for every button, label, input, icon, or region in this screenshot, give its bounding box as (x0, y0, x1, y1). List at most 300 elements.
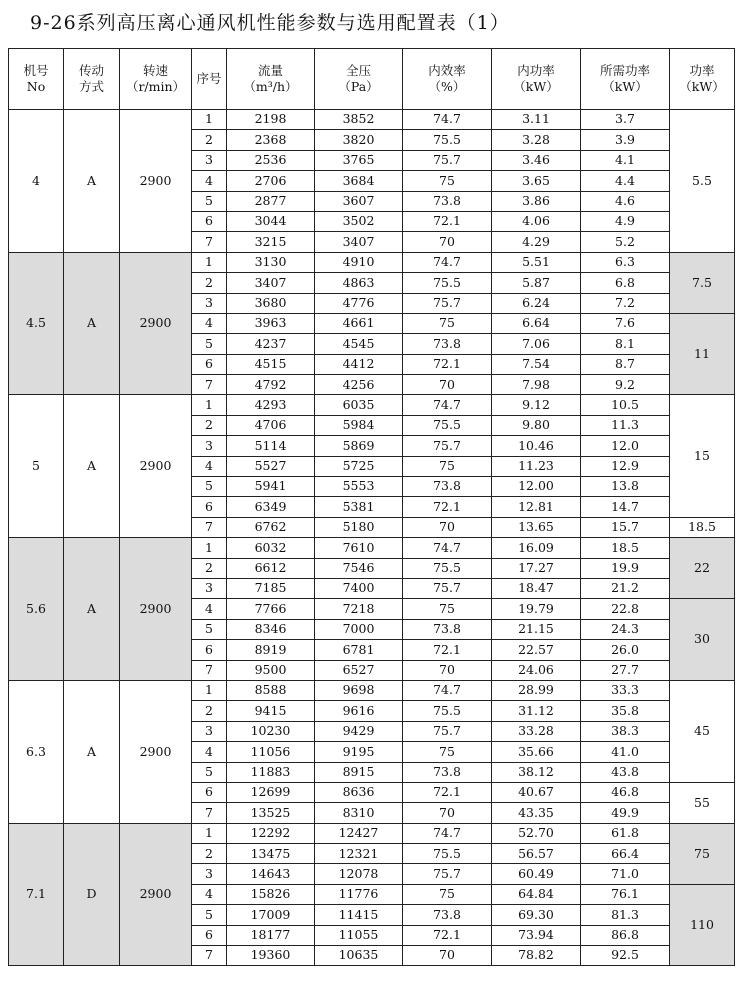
header-efficiency: 内效率 （%） (403, 49, 492, 110)
table-row (9, 110, 735, 130)
cell-flow: 2877 (227, 191, 315, 211)
cell-inner-power: 9.80 (492, 415, 581, 435)
cell-seq: 2 (192, 701, 227, 721)
cell-seq: 6 (192, 782, 227, 802)
cell-flow: 4237 (227, 334, 315, 354)
cell-seq: 7 (192, 660, 227, 680)
cell-pressure: 4910 (315, 252, 403, 272)
cell-required-power: 35.8 (581, 701, 670, 721)
cell-pressure: 12078 (315, 864, 403, 884)
cell-seq: 7 (192, 517, 227, 537)
cell-flow: 2536 (227, 150, 315, 170)
cell-flow: 7185 (227, 578, 315, 598)
fan-parameter-table (8, 48, 735, 966)
cell-inner-power: 5.87 (492, 273, 581, 293)
cell-required-power: 12.0 (581, 436, 670, 456)
table-row (9, 395, 735, 415)
cell-seq: 4 (192, 313, 227, 333)
cell-seq: 1 (192, 538, 227, 558)
cell-required-power: 38.3 (581, 721, 670, 741)
cell-flow: 3044 (227, 211, 315, 231)
cell-inner-power: 11.23 (492, 456, 581, 476)
table-row (9, 823, 735, 843)
cell-required-power: 33.3 (581, 680, 670, 700)
cell-inner-power: 40.67 (492, 782, 581, 802)
cell-flow: 11056 (227, 742, 315, 762)
cell-no: 4 (9, 110, 64, 253)
cell-flow: 9415 (227, 701, 315, 721)
cell-speed: 2900 (120, 110, 192, 253)
cell-flow: 4792 (227, 375, 315, 395)
cell-seq: 1 (192, 823, 227, 843)
cell-pressure: 4776 (315, 293, 403, 313)
cell-inner-power: 22.57 (492, 640, 581, 660)
cell-required-power: 86.8 (581, 925, 670, 945)
table-body (9, 110, 735, 966)
cell-efficiency: 75.5 (403, 415, 492, 435)
cell-pressure: 9616 (315, 701, 403, 721)
cell-inner-power: 3.11 (492, 110, 581, 130)
cell-required-power: 4.4 (581, 171, 670, 191)
cell-seq: 1 (192, 252, 227, 272)
cell-required-power: 66.4 (581, 844, 670, 864)
cell-efficiency: 70 (403, 517, 492, 537)
cell-flow: 3215 (227, 232, 315, 252)
cell-pressure: 4661 (315, 313, 403, 333)
cell-inner-power: 56.57 (492, 844, 581, 864)
cell-inner-power: 31.12 (492, 701, 581, 721)
cell-seq: 7 (192, 375, 227, 395)
cell-inner-power: 33.28 (492, 721, 581, 741)
cell-inner-power: 4.29 (492, 232, 581, 252)
cell-pressure: 3684 (315, 171, 403, 191)
cell-pressure: 12427 (315, 823, 403, 843)
cell-pressure: 3765 (315, 150, 403, 170)
cell-required-power: 61.8 (581, 823, 670, 843)
cell-pressure: 7400 (315, 578, 403, 598)
cell-seq: 2 (192, 558, 227, 578)
cell-required-power: 24.3 (581, 619, 670, 639)
cell-seq: 5 (192, 905, 227, 925)
cell-required-power: 41.0 (581, 742, 670, 762)
cell-efficiency: 75.5 (403, 130, 492, 150)
cell-inner-power: 13.65 (492, 517, 581, 537)
cell-required-power: 18.5 (581, 538, 670, 558)
cell-efficiency: 72.1 (403, 640, 492, 660)
header-drive: 传动 方式 (64, 49, 120, 110)
cell-required-power: 8.7 (581, 354, 670, 374)
cell-flow: 15826 (227, 884, 315, 904)
cell-pressure: 4545 (315, 334, 403, 354)
cell-required-power: 6.8 (581, 273, 670, 293)
cell-pressure: 8310 (315, 803, 403, 823)
cell-speed: 2900 (120, 538, 192, 681)
cell-pressure: 5381 (315, 497, 403, 517)
cell-drive: A (64, 680, 120, 823)
cell-flow: 4293 (227, 395, 315, 415)
cell-flow: 7766 (227, 599, 315, 619)
cell-no: 5 (9, 395, 64, 538)
cell-efficiency: 75.5 (403, 701, 492, 721)
cell-power: 5.5 (670, 110, 735, 253)
cell-efficiency: 72.1 (403, 497, 492, 517)
page-title: 9-26系列高压离心通风机性能参数与选用配置表（1） (30, 12, 510, 34)
cell-seq: 1 (192, 680, 227, 700)
cell-flow: 3963 (227, 313, 315, 333)
cell-inner-power: 78.82 (492, 946, 581, 966)
cell-efficiency: 74.7 (403, 680, 492, 700)
cell-pressure: 3852 (315, 110, 403, 130)
cell-seq: 1 (192, 110, 227, 130)
cell-efficiency: 75.5 (403, 844, 492, 864)
cell-required-power: 26.0 (581, 640, 670, 660)
cell-speed: 2900 (120, 395, 192, 538)
cell-flow: 2706 (227, 171, 315, 191)
cell-inner-power: 28.99 (492, 680, 581, 700)
cell-efficiency: 72.1 (403, 354, 492, 374)
cell-seq: 6 (192, 640, 227, 660)
table-row (9, 252, 735, 272)
header-speed: 转速 （r/min） (120, 49, 192, 110)
cell-seq: 5 (192, 619, 227, 639)
cell-pressure: 5869 (315, 436, 403, 456)
cell-pressure: 5553 (315, 477, 403, 497)
cell-efficiency: 70 (403, 232, 492, 252)
cell-seq: 6 (192, 925, 227, 945)
cell-flow: 6032 (227, 538, 315, 558)
cell-inner-power: 21.15 (492, 619, 581, 639)
cell-drive: A (64, 252, 120, 395)
cell-flow: 17009 (227, 905, 315, 925)
cell-seq: 7 (192, 946, 227, 966)
cell-pressure: 7000 (315, 619, 403, 639)
cell-inner-power: 4.06 (492, 211, 581, 231)
cell-seq: 3 (192, 436, 227, 456)
cell-required-power: 7.2 (581, 293, 670, 313)
cell-pressure: 4412 (315, 354, 403, 374)
cell-efficiency: 75.5 (403, 558, 492, 578)
cell-inner-power: 3.65 (492, 171, 581, 191)
cell-seq: 6 (192, 354, 227, 374)
cell-required-power: 27.7 (581, 660, 670, 680)
cell-efficiency: 73.8 (403, 762, 492, 782)
cell-required-power: 8.1 (581, 334, 670, 354)
cell-inner-power: 38.12 (492, 762, 581, 782)
header-inner-power: 内功率 （kW） (492, 49, 581, 110)
cell-efficiency: 72.1 (403, 211, 492, 231)
cell-speed: 2900 (120, 252, 192, 395)
cell-pressure: 8915 (315, 762, 403, 782)
cell-efficiency: 75.7 (403, 293, 492, 313)
cell-inner-power: 19.79 (492, 599, 581, 619)
cell-inner-power: 24.06 (492, 660, 581, 680)
cell-efficiency: 75 (403, 456, 492, 476)
cell-inner-power: 16.09 (492, 538, 581, 558)
cell-seq: 3 (192, 293, 227, 313)
cell-power: 22 (670, 538, 735, 599)
cell-inner-power: 35.66 (492, 742, 581, 762)
cell-power: 55 (670, 782, 735, 823)
cell-required-power: 7.6 (581, 313, 670, 333)
cell-seq: 3 (192, 721, 227, 741)
cell-flow: 8919 (227, 640, 315, 660)
cell-seq: 2 (192, 130, 227, 150)
cell-flow: 4706 (227, 415, 315, 435)
cell-efficiency: 72.1 (403, 925, 492, 945)
cell-required-power: 81.3 (581, 905, 670, 925)
cell-flow: 5941 (227, 477, 315, 497)
cell-required-power: 5.2 (581, 232, 670, 252)
cell-inner-power: 69.30 (492, 905, 581, 925)
cell-inner-power: 10.46 (492, 436, 581, 456)
cell-seq: 3 (192, 864, 227, 884)
cell-seq: 2 (192, 415, 227, 435)
cell-seq: 7 (192, 803, 227, 823)
cell-efficiency: 75 (403, 313, 492, 333)
cell-seq: 5 (192, 762, 227, 782)
cell-flow: 6612 (227, 558, 315, 578)
cell-pressure: 7546 (315, 558, 403, 578)
cell-pressure: 3407 (315, 232, 403, 252)
cell-efficiency: 75.7 (403, 864, 492, 884)
cell-power: 45 (670, 680, 735, 782)
cell-required-power: 22.8 (581, 599, 670, 619)
cell-pressure: 10635 (315, 946, 403, 966)
cell-inner-power: 3.86 (492, 191, 581, 211)
cell-required-power: 4.6 (581, 191, 670, 211)
cell-power: 110 (670, 884, 735, 966)
cell-efficiency: 74.7 (403, 252, 492, 272)
cell-efficiency: 70 (403, 946, 492, 966)
cell-seq: 1 (192, 395, 227, 415)
cell-flow: 5114 (227, 436, 315, 456)
cell-flow: 6762 (227, 517, 315, 537)
cell-pressure: 6035 (315, 395, 403, 415)
cell-inner-power: 9.12 (492, 395, 581, 415)
header-required-power: 所需功率 （kW） (581, 49, 670, 110)
cell-seq: 4 (192, 171, 227, 191)
cell-seq: 4 (192, 599, 227, 619)
cell-pressure: 5180 (315, 517, 403, 537)
cell-pressure: 9429 (315, 721, 403, 741)
cell-seq: 5 (192, 334, 227, 354)
cell-efficiency: 73.8 (403, 619, 492, 639)
cell-inner-power: 3.46 (492, 150, 581, 170)
cell-efficiency: 72.1 (403, 782, 492, 802)
cell-required-power: 3.7 (581, 110, 670, 130)
cell-no: 6.3 (9, 680, 64, 823)
cell-efficiency: 74.7 (403, 395, 492, 415)
cell-drive: A (64, 538, 120, 681)
cell-flow: 3407 (227, 273, 315, 293)
cell-required-power: 13.8 (581, 477, 670, 497)
cell-seq: 2 (192, 844, 227, 864)
cell-efficiency: 74.7 (403, 823, 492, 843)
cell-flow: 3130 (227, 252, 315, 272)
cell-required-power: 49.9 (581, 803, 670, 823)
cell-flow: 19360 (227, 946, 315, 966)
header-seq: 序号 (192, 49, 227, 110)
cell-pressure: 4256 (315, 375, 403, 395)
cell-pressure: 6527 (315, 660, 403, 680)
header-pressure: 全压 （Pa） (315, 49, 403, 110)
cell-power: 30 (670, 599, 735, 681)
cell-seq: 4 (192, 456, 227, 476)
table-row (9, 538, 735, 558)
cell-flow: 8346 (227, 619, 315, 639)
cell-required-power: 4.9 (581, 211, 670, 231)
cell-efficiency: 75.5 (403, 273, 492, 293)
cell-inner-power: 3.28 (492, 130, 581, 150)
cell-pressure: 7610 (315, 538, 403, 558)
cell-efficiency: 75 (403, 171, 492, 191)
cell-required-power: 11.3 (581, 415, 670, 435)
cell-speed: 2900 (120, 823, 192, 966)
cell-drive: A (64, 395, 120, 538)
cell-flow: 8588 (227, 680, 315, 700)
cell-efficiency: 75 (403, 599, 492, 619)
cell-seq: 5 (192, 477, 227, 497)
cell-efficiency: 70 (403, 803, 492, 823)
cell-pressure: 3820 (315, 130, 403, 150)
cell-flow: 4515 (227, 354, 315, 374)
cell-efficiency: 75.7 (403, 436, 492, 456)
cell-pressure: 11055 (315, 925, 403, 945)
cell-seq: 2 (192, 273, 227, 293)
header-power: 功率 （kW） (670, 49, 735, 110)
cell-required-power: 76.1 (581, 884, 670, 904)
cell-required-power: 15.7 (581, 517, 670, 537)
cell-pressure: 5725 (315, 456, 403, 476)
cell-no: 5.6 (9, 538, 64, 681)
cell-flow: 11883 (227, 762, 315, 782)
cell-efficiency: 70 (403, 375, 492, 395)
cell-inner-power: 12.81 (492, 497, 581, 517)
cell-required-power: 21.2 (581, 578, 670, 598)
cell-inner-power: 12.00 (492, 477, 581, 497)
cell-seq: 7 (192, 232, 227, 252)
cell-power: 7.5 (670, 252, 735, 313)
cell-efficiency: 74.7 (403, 110, 492, 130)
cell-required-power: 12.9 (581, 456, 670, 476)
header-flow: 流量 （m³/h） (227, 49, 315, 110)
cell-inner-power: 6.64 (492, 313, 581, 333)
cell-efficiency: 75 (403, 742, 492, 762)
cell-inner-power: 60.49 (492, 864, 581, 884)
cell-pressure: 9698 (315, 680, 403, 700)
cell-flow: 12292 (227, 823, 315, 843)
cell-required-power: 14.7 (581, 497, 670, 517)
cell-required-power: 6.3 (581, 252, 670, 272)
cell-inner-power: 43.35 (492, 803, 581, 823)
cell-pressure: 11776 (315, 884, 403, 904)
cell-pressure: 4863 (315, 273, 403, 293)
cell-pressure: 6781 (315, 640, 403, 660)
cell-seq: 5 (192, 191, 227, 211)
cell-required-power: 4.1 (581, 150, 670, 170)
cell-seq: 3 (192, 578, 227, 598)
cell-flow: 2368 (227, 130, 315, 150)
cell-inner-power: 18.47 (492, 578, 581, 598)
cell-required-power: 46.8 (581, 782, 670, 802)
cell-inner-power: 64.84 (492, 884, 581, 904)
cell-pressure: 3502 (315, 211, 403, 231)
cell-required-power: 10.5 (581, 395, 670, 415)
cell-power: 15 (670, 395, 735, 517)
cell-inner-power: 7.06 (492, 334, 581, 354)
cell-pressure: 11415 (315, 905, 403, 925)
cell-inner-power: 6.24 (492, 293, 581, 313)
cell-inner-power: 73.94 (492, 925, 581, 945)
cell-no: 4.5 (9, 252, 64, 395)
table-row (9, 680, 735, 700)
cell-flow: 9500 (227, 660, 315, 680)
cell-flow: 3680 (227, 293, 315, 313)
cell-power: 11 (670, 313, 735, 395)
cell-efficiency: 73.8 (403, 191, 492, 211)
cell-efficiency: 73.8 (403, 334, 492, 354)
cell-inner-power: 5.51 (492, 252, 581, 272)
cell-pressure: 12321 (315, 844, 403, 864)
cell-efficiency: 73.8 (403, 477, 492, 497)
cell-flow: 13525 (227, 803, 315, 823)
cell-inner-power: 7.54 (492, 354, 581, 374)
header-machine-no: 机号 No (9, 49, 64, 110)
cell-pressure: 9195 (315, 742, 403, 762)
cell-efficiency: 73.8 (403, 905, 492, 925)
cell-flow: 14643 (227, 864, 315, 884)
cell-efficiency: 75.7 (403, 721, 492, 741)
cell-flow: 13475 (227, 844, 315, 864)
cell-efficiency: 70 (403, 660, 492, 680)
cell-required-power: 9.2 (581, 375, 670, 395)
cell-flow: 5527 (227, 456, 315, 476)
cell-speed: 2900 (120, 680, 192, 823)
cell-seq: 3 (192, 150, 227, 170)
cell-efficiency: 75.7 (403, 578, 492, 598)
header-row (9, 49, 735, 110)
cell-drive: D (64, 823, 120, 966)
cell-efficiency: 75 (403, 884, 492, 904)
cell-inner-power: 52.70 (492, 823, 581, 843)
cell-power: 75 (670, 823, 735, 884)
cell-pressure: 5984 (315, 415, 403, 435)
cell-required-power: 71.0 (581, 864, 670, 884)
cell-drive: A (64, 110, 120, 253)
cell-required-power: 92.5 (581, 946, 670, 966)
cell-no: 7.1 (9, 823, 64, 966)
cell-seq: 6 (192, 497, 227, 517)
cell-seq: 4 (192, 742, 227, 762)
cell-pressure: 3607 (315, 191, 403, 211)
cell-flow: 6349 (227, 497, 315, 517)
cell-flow: 18177 (227, 925, 315, 945)
cell-flow: 2198 (227, 110, 315, 130)
cell-inner-power: 17.27 (492, 558, 581, 578)
cell-pressure: 7218 (315, 599, 403, 619)
cell-pressure: 8636 (315, 782, 403, 802)
cell-flow: 10230 (227, 721, 315, 741)
cell-flow: 12699 (227, 782, 315, 802)
cell-required-power: 3.9 (581, 130, 670, 150)
cell-efficiency: 74.7 (403, 538, 492, 558)
cell-seq: 4 (192, 884, 227, 904)
cell-seq: 6 (192, 211, 227, 231)
cell-inner-power: 7.98 (492, 375, 581, 395)
cell-required-power: 19.9 (581, 558, 670, 578)
cell-required-power: 43.8 (581, 762, 670, 782)
cell-efficiency: 75.7 (403, 150, 492, 170)
